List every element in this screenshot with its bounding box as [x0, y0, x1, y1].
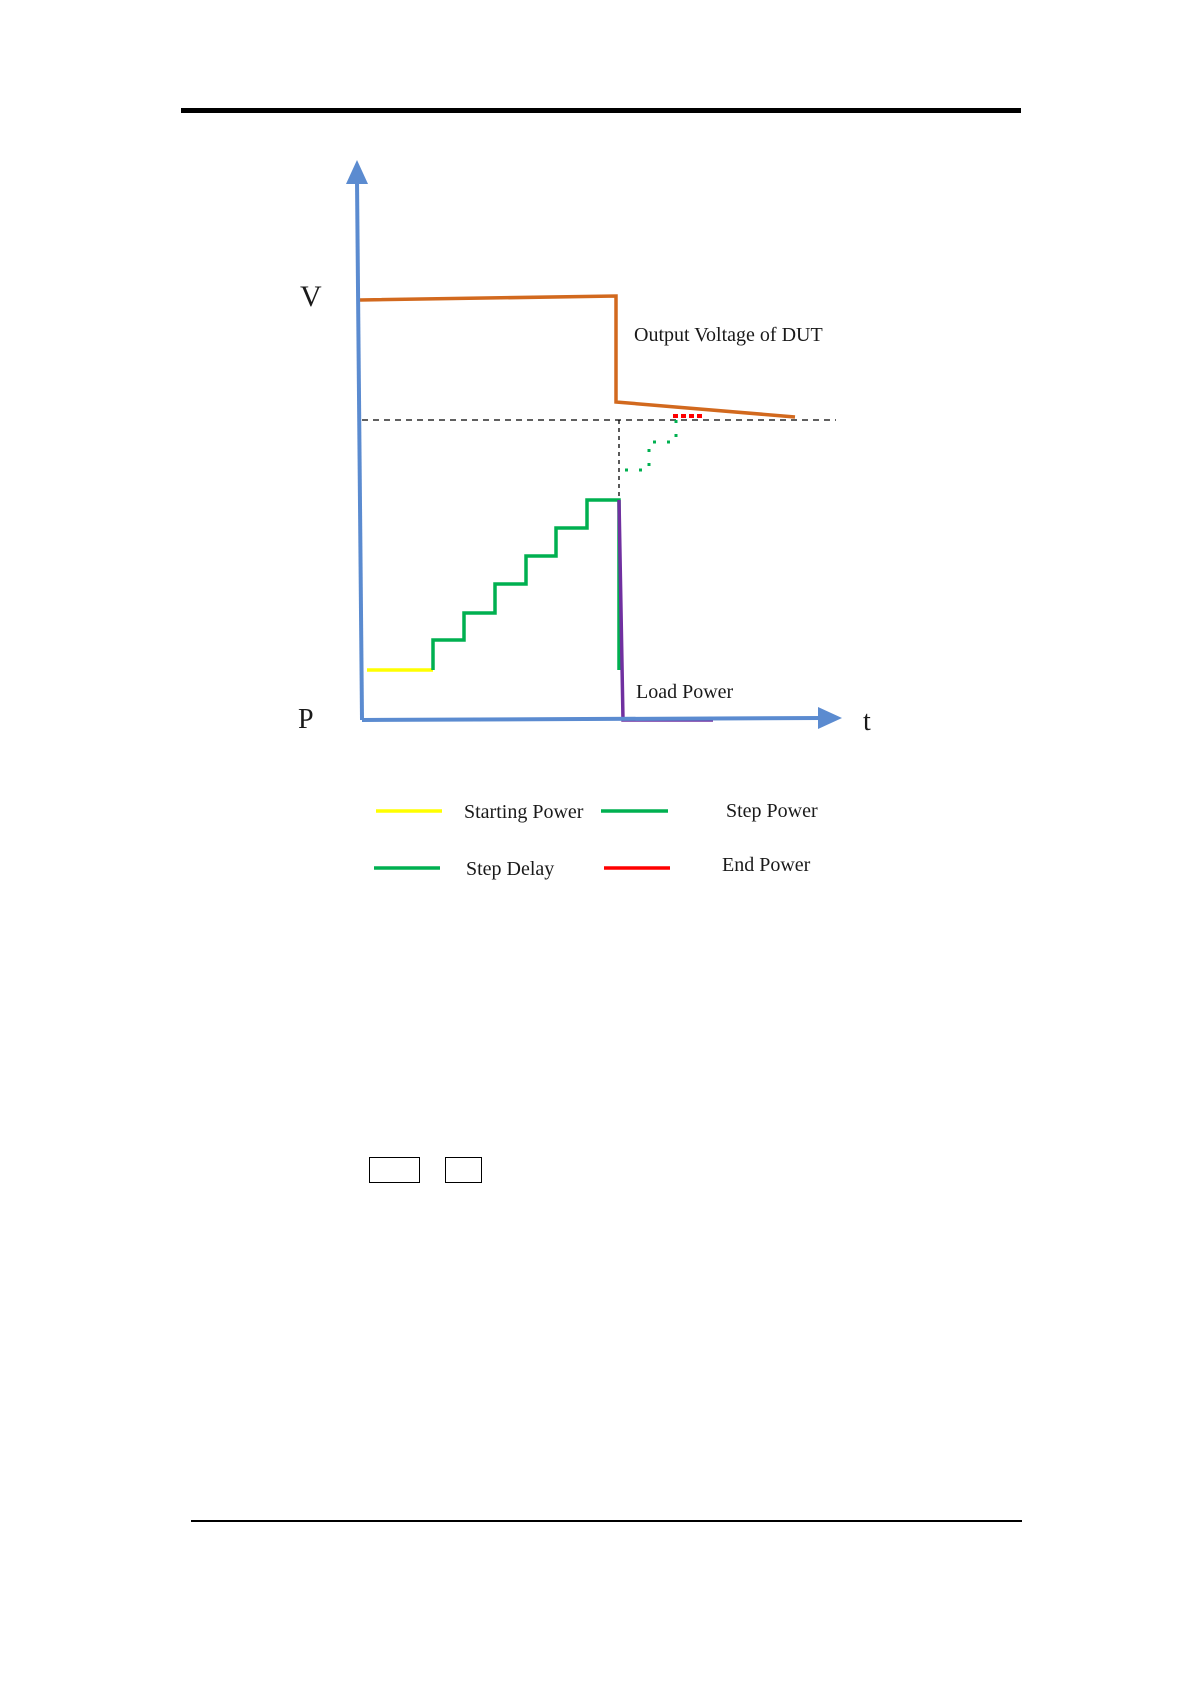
output-voltage-curve	[360, 296, 795, 417]
legend-label-starting-power: Starting Power	[464, 801, 584, 823]
x-axis-arrow-icon	[818, 707, 842, 729]
footer-rule	[191, 1520, 1022, 1522]
output-voltage-label: Output Voltage of DUT	[634, 324, 823, 346]
key-box-placeholder	[369, 1157, 420, 1183]
y-axis	[357, 180, 362, 720]
y-axis-arrow-icon	[346, 160, 368, 184]
legend-label-step-power: Step Power	[726, 800, 818, 822]
load-power-label: Load Power	[636, 681, 734, 703]
legend	[374, 800, 818, 880]
legend-label-end-power: End Power	[722, 854, 811, 876]
axis-label-v: V	[300, 280, 322, 313]
key-box-placeholder	[445, 1157, 482, 1183]
legend-label-step-delay: Step Delay	[466, 858, 555, 880]
axis-label-p: P	[298, 704, 314, 735]
x-axis	[362, 718, 823, 720]
step-power-staircase	[433, 500, 619, 670]
step-power-continuation-dotted	[625, 420, 676, 470]
axis-label-t: t	[863, 706, 871, 737]
